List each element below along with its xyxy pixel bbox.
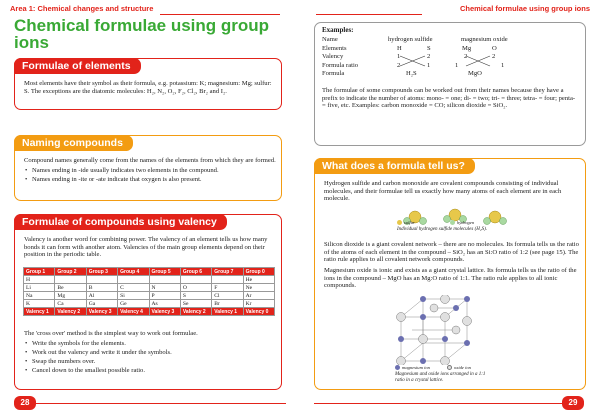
formula-tells-p3: Magnesium oxide is ionic and exists as a giant crystal lattice. Its formula tells us the ratio of the ions in the compound – MgO has an Mg:O ratio of 1:1. The ratio rule applies to all ionic compounds.	[324, 267, 577, 290]
method-bullet: • Swap the numbers over.	[24, 358, 276, 366]
group-header: Group 5	[149, 268, 180, 276]
table-cell: Ga	[86, 300, 117, 308]
table-row	[24, 292, 275, 300]
oxide-ion	[430, 304, 438, 312]
oxide-ion	[419, 335, 428, 344]
legend-magnesium-label: magnesium ion	[402, 365, 430, 370]
naming-compounds-text	[24, 157, 276, 185]
example-mgo-name: magnesium oxide	[461, 36, 508, 43]
oxide-dot-icon	[447, 365, 452, 370]
legend-sulfur	[397, 220, 415, 225]
example-hs-r2: 1	[427, 61, 431, 69]
table-cell: K	[24, 300, 55, 308]
page-number-left: 28	[14, 396, 36, 410]
example-mgo-r1: 1	[455, 61, 459, 69]
valency-method	[24, 330, 276, 376]
table-cell: O	[180, 284, 211, 292]
formulae-of-elements-box	[14, 58, 282, 110]
formula-tells-title: What does a formula tell us?	[314, 158, 475, 174]
table-cell: Ge	[118, 300, 149, 308]
table-cell: F	[212, 284, 243, 292]
table-cell: C	[118, 284, 149, 292]
example-mgo-formula: MgO	[468, 70, 482, 78]
example-hs-name: hydrogen sulfide	[388, 36, 433, 43]
oxide-ion	[441, 295, 450, 304]
header-rule-right	[316, 14, 422, 15]
h2s-caption: Individual hydrogen sulfide molecules (H₂S).	[397, 227, 488, 232]
page-number-right: 29	[562, 396, 584, 410]
magnesium-ion	[453, 305, 459, 311]
table-cell: Ne	[243, 284, 274, 292]
valency-header: Valency 3	[86, 308, 117, 316]
valency-box	[14, 214, 282, 390]
example-mgo-el1: Mg	[462, 44, 472, 52]
table-row	[24, 284, 275, 292]
legend-oxide-label: oxide ion	[454, 365, 471, 370]
example-label: Elements	[322, 44, 347, 52]
table-cell: P	[149, 292, 180, 300]
table-cell	[86, 276, 117, 284]
valency-header: Valency 1	[24, 308, 55, 316]
method-bullet: • Cancel down to the smallest possible ratio.	[24, 367, 276, 375]
table-row	[24, 300, 275, 308]
table-cell: S	[180, 292, 211, 300]
legend-sulfur-label: sulfur	[404, 220, 415, 225]
magnesium-ion	[398, 336, 404, 342]
oxide-ion	[397, 313, 406, 322]
valency-intro: Valency is another word for combining power. The valency of an element tells us how many bonds it can form with another atom. Valencies of the main group elements depend on their position in the periodic table.	[24, 236, 268, 259]
formula-tells-box	[314, 158, 586, 390]
examples-heading: Examples:	[322, 26, 354, 34]
hydrogen-dot-icon	[450, 220, 455, 225]
example-label: Valency	[322, 53, 344, 61]
naming-compounds-box	[14, 135, 282, 201]
table-cell: Be	[55, 284, 86, 292]
table-cell: Se	[180, 300, 211, 308]
magnesium-dot-icon	[395, 365, 400, 370]
table-cell: He	[243, 276, 274, 284]
formulae-of-elements-title: Formulae of elements	[14, 58, 141, 74]
oxide-ion	[463, 317, 472, 326]
naming-bullet: • Names ending in -ide usually indicates two elements in the compound.	[24, 167, 276, 175]
examples-labels	[322, 36, 382, 79]
example-label: Formula	[322, 70, 345, 78]
legend-hydrogen	[450, 220, 474, 225]
formulae-of-elements-text: Most elements have their symbol as their formula, e.g. potassium: K; magnesium: Mg; sulfur: S. The exceptions are the diatomic molecules: H₂, N₂, O₂, F₂, Cl₂, Br₂ and I₂.	[24, 80, 272, 95]
table-cell	[149, 276, 180, 284]
oxide-ion	[441, 357, 450, 366]
group-header: Group 7	[212, 268, 243, 276]
example-mgo-el2: O	[492, 44, 497, 52]
legend-magnesium	[395, 365, 430, 370]
group-header: Group 3	[86, 268, 117, 276]
naming-bullet: • Names ending in -ite or -ate indicate that oxygen is also present.	[24, 176, 276, 184]
method-bullet: • Write the symbols for the elements.	[24, 340, 276, 348]
example-hs-v2: 2	[427, 53, 431, 61]
table-cell: Cl	[212, 292, 243, 300]
table-cell: Al	[86, 292, 117, 300]
table-cell: H	[24, 276, 55, 284]
prefix-text: The formulae of some compounds can be worked out from their names because they have a prefix to indicate the number of atoms: mono- = one; di- = two; tri- = three; tetra- = four; penta- = five, etc. Examples: carbon monoxide = CO; silicon dioxide = SiO₂.	[322, 87, 576, 110]
group-header: Group 1	[24, 268, 55, 276]
h2s-molecule	[484, 211, 507, 225]
header-right: Chemical formulae using group ions	[459, 4, 590, 13]
table-cell: Li	[24, 284, 55, 292]
example-mgo-v1: 2	[464, 53, 468, 61]
mgo-caption: Magnesium and oxide ions arranged in a 1:1 ratio in a crystal lattice.	[395, 372, 486, 383]
table-cell: B	[86, 284, 117, 292]
example-hs-el2: S	[427, 44, 431, 52]
mgo-lattice-illustration	[393, 295, 483, 365]
magnesium-ion	[420, 314, 426, 320]
legend-hydrogen-label: hydrogen	[457, 220, 475, 225]
valency-title: Formulae of compounds using valency	[14, 214, 227, 230]
valency-header: Valency 1	[212, 308, 243, 316]
table-cell: N	[149, 284, 180, 292]
method-intro: The 'cross over' method is the simplest way to work out formulae.	[24, 330, 198, 337]
oxide-ion	[452, 326, 460, 334]
table-cell: As	[149, 300, 180, 308]
table-cell	[212, 276, 243, 284]
footer-rule-right	[314, 403, 562, 404]
table-cell	[180, 276, 211, 284]
table-cell: Si	[118, 292, 149, 300]
example-hs-el1: H	[397, 44, 402, 52]
table-cell: Mg	[55, 292, 86, 300]
formula-tells-p2: Silicon dioxide is a giant covalent network – there are no molecules. Its formula tells us the ratio of the atoms of each element in the compound – SiO₂ has an Si:O ratio of 1:2 (see page 15). The ratio rule applies to all covalent network compounds.	[324, 241, 579, 264]
table-cell: Ar	[243, 292, 274, 300]
group-header: Group 6	[180, 268, 211, 276]
oxide-ion	[397, 357, 406, 366]
table-cell: Kr	[243, 300, 274, 308]
table-cell: Br	[212, 300, 243, 308]
table-row	[24, 276, 275, 284]
formula-tells-p1: Hydrogen sulfide and carbon monoxide are covalent compounds consisting of individual molecules, and their formulae tell us exactly how many atoms of each element are in each molecule.	[324, 180, 562, 203]
magnesium-ion	[442, 336, 448, 342]
naming-intro: Compound names generally come from the names of the elements from which they are formed.	[24, 157, 276, 164]
example-mgo-v2: 2	[492, 53, 496, 61]
group-header: Group 0	[243, 268, 274, 276]
header-rule-left	[160, 14, 280, 15]
example-mgo-r2: 1	[501, 61, 505, 69]
naming-compounds-title: Naming compounds	[14, 135, 133, 151]
example-hs-v1: 1	[397, 53, 401, 61]
header-left: Area 1: Chemical changes and structure	[10, 4, 154, 13]
group-header: Group 4	[118, 268, 149, 276]
crossover-arrows	[390, 52, 520, 72]
footer-rule-left	[36, 403, 286, 404]
example-label: Name	[322, 36, 338, 43]
magnesium-ion	[420, 296, 426, 302]
valency-header: Valency 4	[118, 308, 149, 316]
valency-header: Valency 2	[55, 308, 86, 316]
magnesium-ion	[464, 340, 470, 346]
group-header: Group 2	[55, 268, 86, 276]
example-hs-formula: H₂S	[406, 70, 417, 78]
method-bullet: • Work out the valency and write it under the symbols.	[24, 349, 276, 357]
sulfur-dot-icon	[397, 220, 402, 225]
legend-oxide	[447, 365, 471, 370]
page-title: Chemical formulae using group ions	[14, 16, 270, 52]
table-cell	[55, 276, 86, 284]
magnesium-ion	[420, 358, 426, 364]
example-hs-r1: 2	[397, 61, 401, 69]
oxide-ion	[441, 313, 450, 322]
example-label: Formula ratio	[322, 61, 359, 69]
valency-header: Valency 3	[149, 308, 180, 316]
table-cell: Ca	[55, 300, 86, 308]
valency-header: Valency 2	[180, 308, 211, 316]
valency-header: Valency 0	[243, 308, 274, 316]
table-cell	[118, 276, 149, 284]
magnesium-ion	[464, 296, 470, 302]
valency-table	[23, 267, 275, 316]
table-cell: Na	[24, 292, 55, 300]
